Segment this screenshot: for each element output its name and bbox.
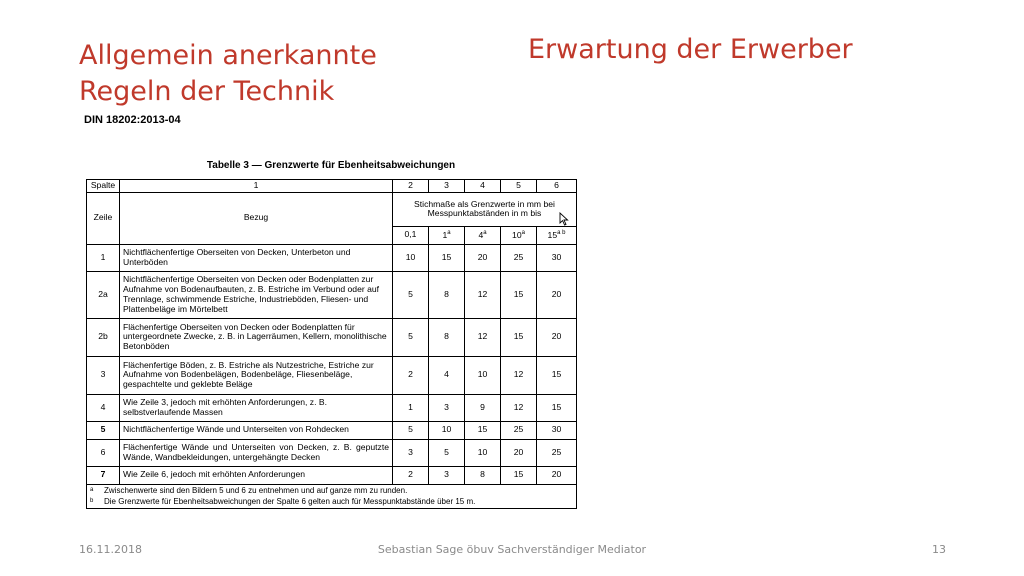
row-bezug: Nichtflächenfertige Oberseiten von Decken oder Bodenplatten zur Aufnahme von Bodenaufbauten, z. B. Estriche im Verbund oder auf Trennlage, schwimmende Estriche, Industrieböden, Fliesen- und Plattenbeläge im Mörtelbett: [120, 271, 393, 318]
stichmass-line-2: Messpunktabständen in m bis: [427, 208, 542, 219]
header-spalte: Spalte: [87, 180, 120, 193]
row-value: 20: [465, 244, 501, 271]
slide-subtitle: Erwartung der Erwerber: [528, 34, 853, 65]
distance-2: 4$^a$: [465, 226, 501, 244]
row-value: 10: [429, 421, 465, 439]
row-value: 15: [429, 244, 465, 271]
row-value: 3: [429, 466, 465, 484]
table-row: [87, 244, 577, 271]
row-value: 8: [429, 318, 465, 356]
row-value: 15: [537, 394, 577, 421]
distance-0: 0,1: [393, 226, 429, 244]
row-value: 12: [501, 394, 537, 421]
row-zeile: 2a: [87, 271, 120, 318]
table-row: [87, 271, 577, 318]
row-zeile: 4: [87, 394, 120, 421]
row-value: 20: [537, 318, 577, 356]
slide-title-line-2: Regeln der Technik: [79, 76, 335, 107]
table-header-row-columns: [87, 180, 577, 193]
row-bezug: Nichtflächenfertige Wände und Unterseiten von Rohdecken: [120, 421, 393, 439]
row-value: 8: [465, 466, 501, 484]
row-zeile: 6: [87, 439, 120, 466]
row-value: 10: [465, 356, 501, 394]
row-value: 12: [465, 271, 501, 318]
row-zeile: 5: [87, 421, 120, 439]
header-col-3: 3: [429, 180, 465, 193]
footnote-a: a Zwischenwerte sind den Bildern 5 und 6 zu entnehmen und auf ganze mm zu runden.: [90, 485, 408, 495]
row-value: 9: [465, 394, 501, 421]
row-zeile: 3: [87, 356, 120, 394]
table-footnotes: [87, 484, 577, 509]
row-value: 8: [429, 271, 465, 318]
row-value: 15: [501, 466, 537, 484]
table-row: [87, 421, 577, 439]
table-body: [87, 244, 577, 484]
header-stichmass: [393, 192, 577, 226]
row-bezug: Flächenfertige Böden, z. B. Estriche als Nutzestriche, Estriche zur Aufnahme von Bodenbelägen, Bodenbeläge, Fliesenbeläge, gespachtelte und geklebte Beläge: [120, 356, 393, 394]
table-caption: Tabelle 3 — Grenzwerte für Ebenheitsabweichungen: [206, 160, 456, 171]
row-value: 3: [429, 394, 465, 421]
row-zeile: 2b: [87, 318, 120, 356]
distance-4: $15^{a b}$: [537, 226, 577, 244]
row-value: 10: [465, 439, 501, 466]
footnote-b: b Die Grenzwerte für Ebenheitsabweichungen der Spalte 6 gelten auch für Messpunktabstände über 15 m.: [90, 496, 476, 506]
distance-3: 10$^a$: [501, 226, 537, 244]
row-value: 2: [393, 466, 429, 484]
row-value: 30: [537, 421, 577, 439]
table-header-row-stichmass: [87, 192, 577, 226]
row-value: 20: [537, 466, 577, 484]
row-value: 4: [429, 356, 465, 394]
row-bezug: Wie Zeile 6, jedoch mit erhöhten Anforderungen: [120, 466, 393, 484]
row-value: 25: [537, 439, 577, 466]
tolerance-table: [86, 179, 577, 509]
distance-1: 1$^a$: [429, 226, 465, 244]
footer-date: 16.11.2018: [79, 543, 142, 556]
table-row: [87, 356, 577, 394]
slide-title: [79, 38, 479, 110]
table-row: [87, 439, 577, 466]
row-value: 1: [393, 394, 429, 421]
row-value: 15: [501, 271, 537, 318]
table-row: [87, 318, 577, 356]
row-value: 5: [393, 318, 429, 356]
table-row: [87, 394, 577, 421]
row-value: 15: [537, 356, 577, 394]
row-value: 5: [429, 439, 465, 466]
mouse-cursor-icon: [559, 212, 569, 226]
table-row: [87, 466, 577, 484]
row-bezug: Flächenfertige Oberseiten von Decken oder Bodenplatten für untergeordnete Zwecke, z. B. in Lagerräumen, Kellern, monolithische Betonböden: [120, 318, 393, 356]
header-bezug: Bezug: [120, 192, 393, 244]
row-value: 12: [465, 318, 501, 356]
row-value: 15: [465, 421, 501, 439]
row-value: 25: [501, 244, 537, 271]
standard-reference: DIN 18202:2013-04: [84, 114, 181, 126]
header-col-4: 4: [465, 180, 501, 193]
table-footnotes-row: [87, 484, 577, 509]
header-col-5: 5: [501, 180, 537, 193]
row-value: 2: [393, 356, 429, 394]
row-value: 3: [393, 439, 429, 466]
header-col-1: 1: [120, 180, 393, 193]
row-bezug: Wie Zeile 3, jedoch mit erhöhten Anforderungen, z. B. selbstverlaufende Massen: [120, 394, 393, 421]
row-value: 15: [501, 318, 537, 356]
row-value: 20: [537, 271, 577, 318]
row-value: 20: [501, 439, 537, 466]
row-value: 12: [501, 356, 537, 394]
footer-author: Sebastian Sage öbuv Sachverständiger Mediator: [377, 543, 647, 556]
footer-page-number: 13: [932, 543, 946, 556]
header-col-6: 6: [537, 180, 577, 193]
header-col-2: 2: [393, 180, 429, 193]
row-zeile: 1: [87, 244, 120, 271]
row-value: 30: [537, 244, 577, 271]
header-zeile: Zeile: [87, 192, 120, 244]
row-value: 10: [393, 244, 429, 271]
slide-title-line-1: Allgemein anerkannte: [79, 40, 377, 71]
row-bezug: Flächenfertige Wände und Unterseiten von Decken, z. B. geputzte Wände, Wandbekleidungen, untergehängte Decken: [120, 439, 393, 466]
row-value: 5: [393, 421, 429, 439]
row-value: 25: [501, 421, 537, 439]
row-zeile: 7: [87, 466, 120, 484]
row-bezug: Nichtflächenfertige Oberseiten von Decken, Unterbeton und Unterböden: [120, 244, 393, 271]
stichmass-line-1: Stichmaße als Grenzwerte in mm bei: [414, 198, 555, 209]
row-value: 5: [393, 271, 429, 318]
